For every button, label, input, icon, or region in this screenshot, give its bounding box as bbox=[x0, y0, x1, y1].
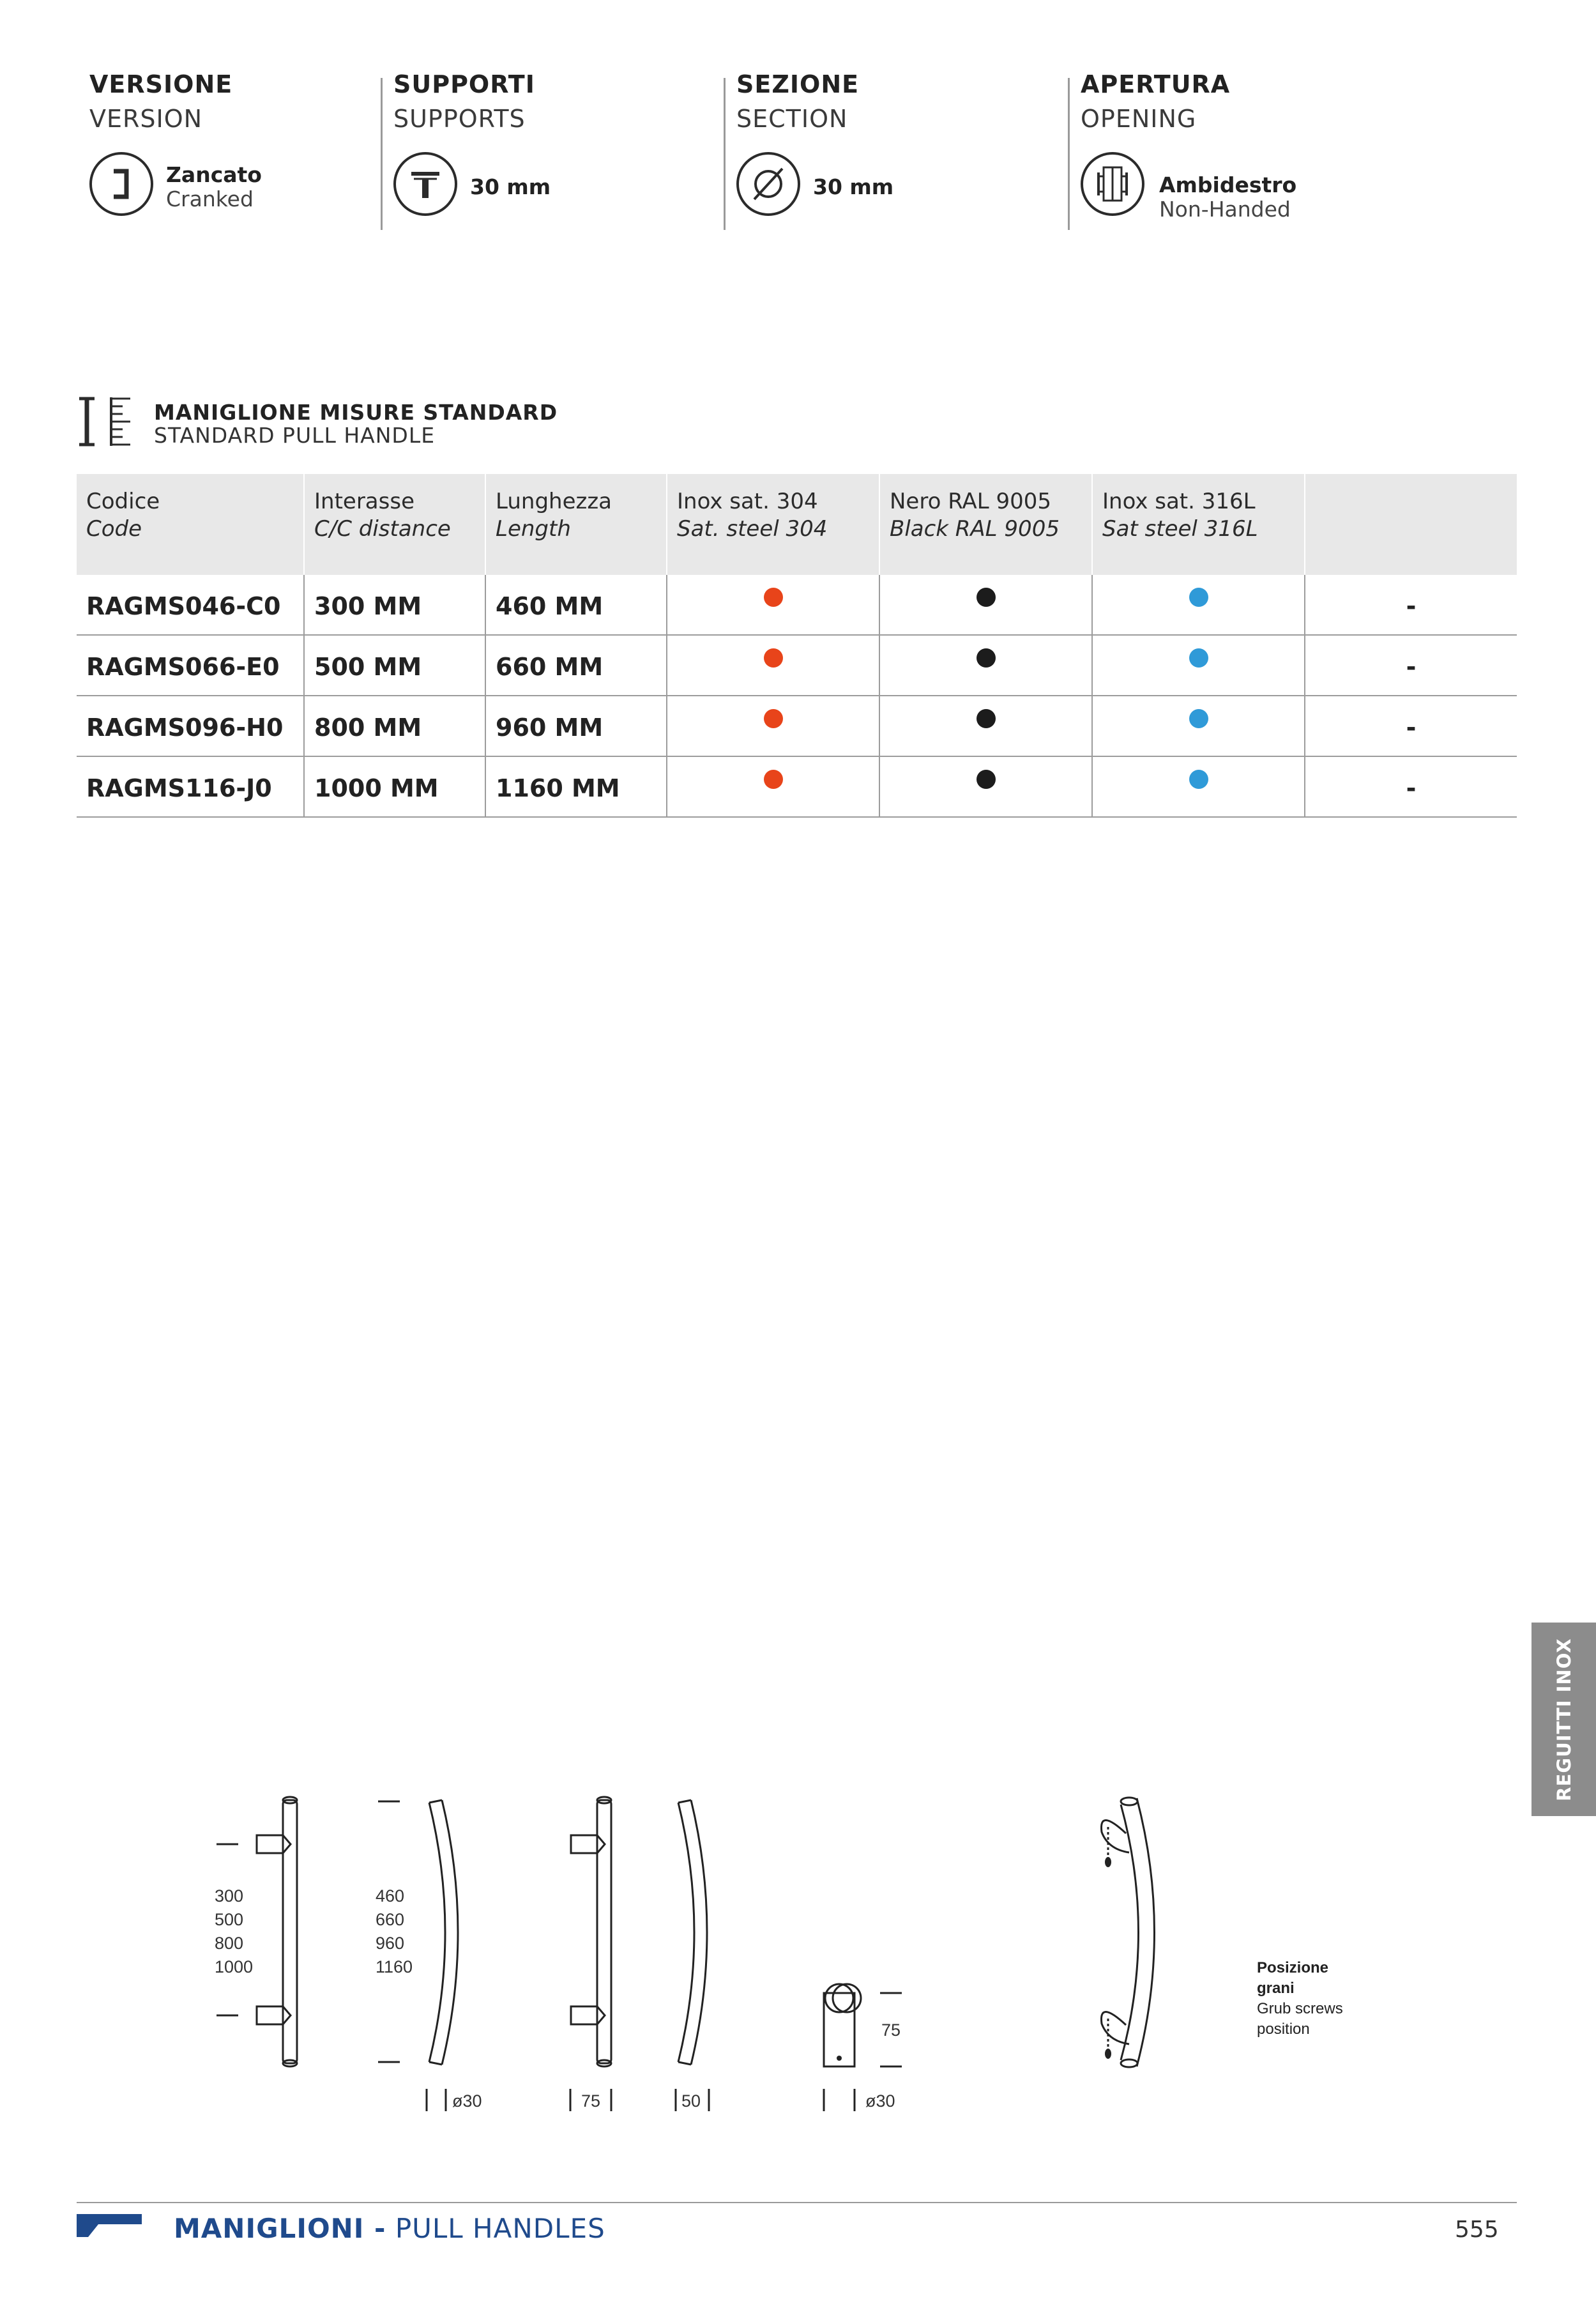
page-number: 555 bbox=[1455, 2217, 1499, 2243]
footer-title: MANIGLIONI - PULL HANDLES bbox=[174, 2213, 605, 2244]
section-title: MANIGLIONE MISURE STANDARD bbox=[154, 400, 558, 425]
cell-length: 460 MM bbox=[485, 575, 667, 635]
cell-cc: 300 MM bbox=[304, 575, 485, 635]
drawing-grub-screws bbox=[1101, 1798, 1154, 2067]
dim-diameter: ø30 bbox=[452, 2091, 482, 2111]
spec-title: SUPPORTI bbox=[393, 70, 535, 98]
cell-dash: - bbox=[1305, 575, 1517, 635]
spec-title: SEZIONE bbox=[736, 70, 860, 98]
cell-code: RAGMS046-C0 bbox=[77, 575, 304, 635]
drawing-side-view-2 bbox=[570, 1797, 611, 2111]
col-header-cc: Interasse C/C distance bbox=[304, 474, 485, 575]
drawing-curved-side bbox=[676, 1800, 709, 2111]
dim-50: 50 bbox=[681, 2091, 701, 2111]
dim-75: 75 bbox=[581, 2091, 601, 2111]
spec-subtitle: SUPPORTS bbox=[393, 105, 526, 133]
cell-length: 660 MM bbox=[485, 635, 667, 696]
spec-value-en: Cranked bbox=[166, 187, 254, 211]
footer-divider bbox=[77, 2202, 1517, 2203]
spec-title: APERTURA bbox=[1081, 70, 1231, 98]
dim-75-side: 75 bbox=[881, 2020, 901, 2040]
side-tab-label: REGUITTI INOX bbox=[1553, 1637, 1575, 1801]
cell-dash: - bbox=[1305, 696, 1517, 756]
cell-code: RAGMS116-J0 bbox=[77, 756, 304, 817]
section-subtitle: STANDARD PULL HANDLE bbox=[154, 423, 436, 448]
cell-dash: - bbox=[1305, 635, 1517, 696]
cell-cc: 500 MM bbox=[304, 635, 485, 696]
cell-cc: 800 MM bbox=[304, 696, 485, 756]
spec-value-en: Non-Handed bbox=[1159, 197, 1291, 222]
col-header-length: Lunghezza Length bbox=[485, 474, 667, 575]
spec-title: VERSIONE bbox=[89, 70, 233, 98]
col-header-steel316: Inox sat. 316L Sat steel 316L bbox=[1092, 474, 1305, 575]
spec-value: 30 mm bbox=[470, 174, 551, 199]
col-header-code: Codice Code bbox=[77, 474, 304, 575]
cell-length: 1160 MM bbox=[485, 756, 667, 817]
grub-screw-note: Posizione grani Grub screws position bbox=[1257, 1959, 1343, 2038]
length-dimensions: 460 660 960 1160 bbox=[376, 1886, 413, 1976]
brand-logo bbox=[77, 2214, 142, 2240]
cell-code: RAGMS096-H0 bbox=[77, 696, 304, 756]
spec-subtitle: SECTION bbox=[736, 105, 848, 133]
spec-value: 30 mm bbox=[813, 174, 894, 199]
cell-length: 960 MM bbox=[485, 696, 667, 756]
spec-subtitle: VERSION bbox=[89, 105, 203, 133]
spec-value: Ambidestro bbox=[1159, 172, 1297, 197]
cell-dash: - bbox=[1305, 756, 1517, 817]
col-header-black: Nero RAL 9005 Black RAL 9005 bbox=[879, 474, 1092, 575]
dim-diameter-b: ø30 bbox=[865, 2091, 895, 2111]
spec-subtitle: OPENING bbox=[1081, 105, 1197, 133]
cell-cc: 1000 MM bbox=[304, 756, 485, 817]
cell-code: RAGMS066-E0 bbox=[77, 635, 304, 696]
cc-dimensions: 300 500 800 1000 bbox=[215, 1886, 254, 1976]
spec-value: Zancato bbox=[166, 162, 262, 187]
col-header-steel304: Inox sat. 304 Sat. steel 304 bbox=[667, 474, 879, 575]
